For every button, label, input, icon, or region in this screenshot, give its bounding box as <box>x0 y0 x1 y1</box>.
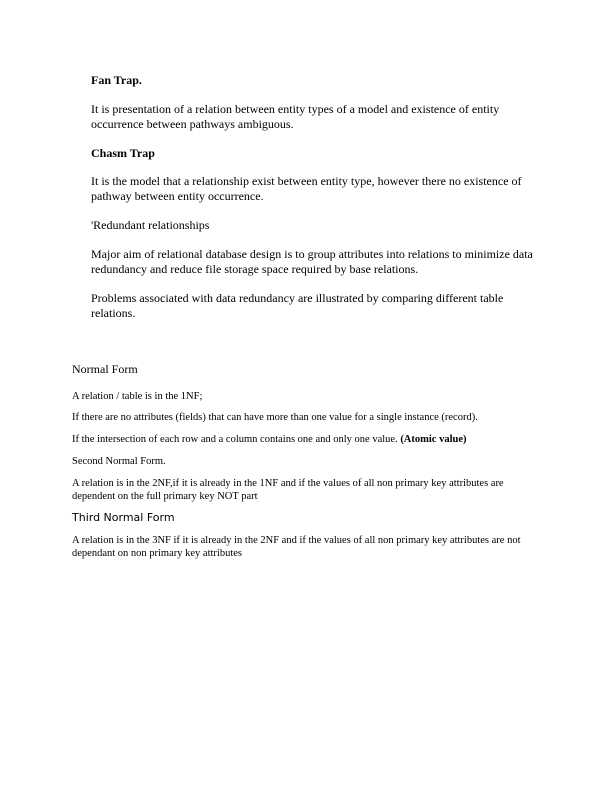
redundant-text: Major aim of relational database design is to group attributes into relations to minimize data redundancy and reduce file storage space required by base relations. <box>91 247 533 276</box>
first-nf-rule-2 <box>72 433 537 446</box>
third-nf-heading: Third Normal Form <box>72 511 175 524</box>
second-nf-text: A relation is in the 2NF,if it is already in the 1NF and if the values of all non primary key attributes are dependent on the full primary key NOT part <box>72 478 504 502</box>
fan-trap-text: It is presentation of a relation between entity types of a model and existence of entity occurrence between pathways ambiguous. <box>91 102 500 131</box>
fan-trap-heading: Fan Trap. <box>91 73 142 87</box>
redundant-heading: 'Redundant relationships <box>91 218 210 232</box>
third-nf-text: A relation is in the 3NF if it is already in the 2NF and if the values of all non primary key attributes are not dependant on non primary key attributes <box>72 535 521 559</box>
normal-form-heading: Normal Form <box>72 362 138 376</box>
chasm-trap-heading: Chasm Trap <box>91 146 155 160</box>
first-nf-intro: A relation / table is in the 1NF; <box>72 391 203 402</box>
first-nf-rule-2-text: If the intersection of each row and a column contains one and only one value. <box>72 434 401 445</box>
second-nf-heading: Second Normal Form. <box>72 456 166 467</box>
atomic-value-label: (Atomic value) <box>400 434 467 445</box>
problems-text: Problems associated with data redundancy are illustrated by comparing different table relations. <box>91 291 504 320</box>
first-nf-rule-1: If there are no attributes (fields) that can have more than one value for a single instance (record). <box>72 412 478 423</box>
chasm-trap-text: It is the model that a relationship exist between entity type, however there no existence of pathway between entity occurrence. <box>91 174 522 203</box>
